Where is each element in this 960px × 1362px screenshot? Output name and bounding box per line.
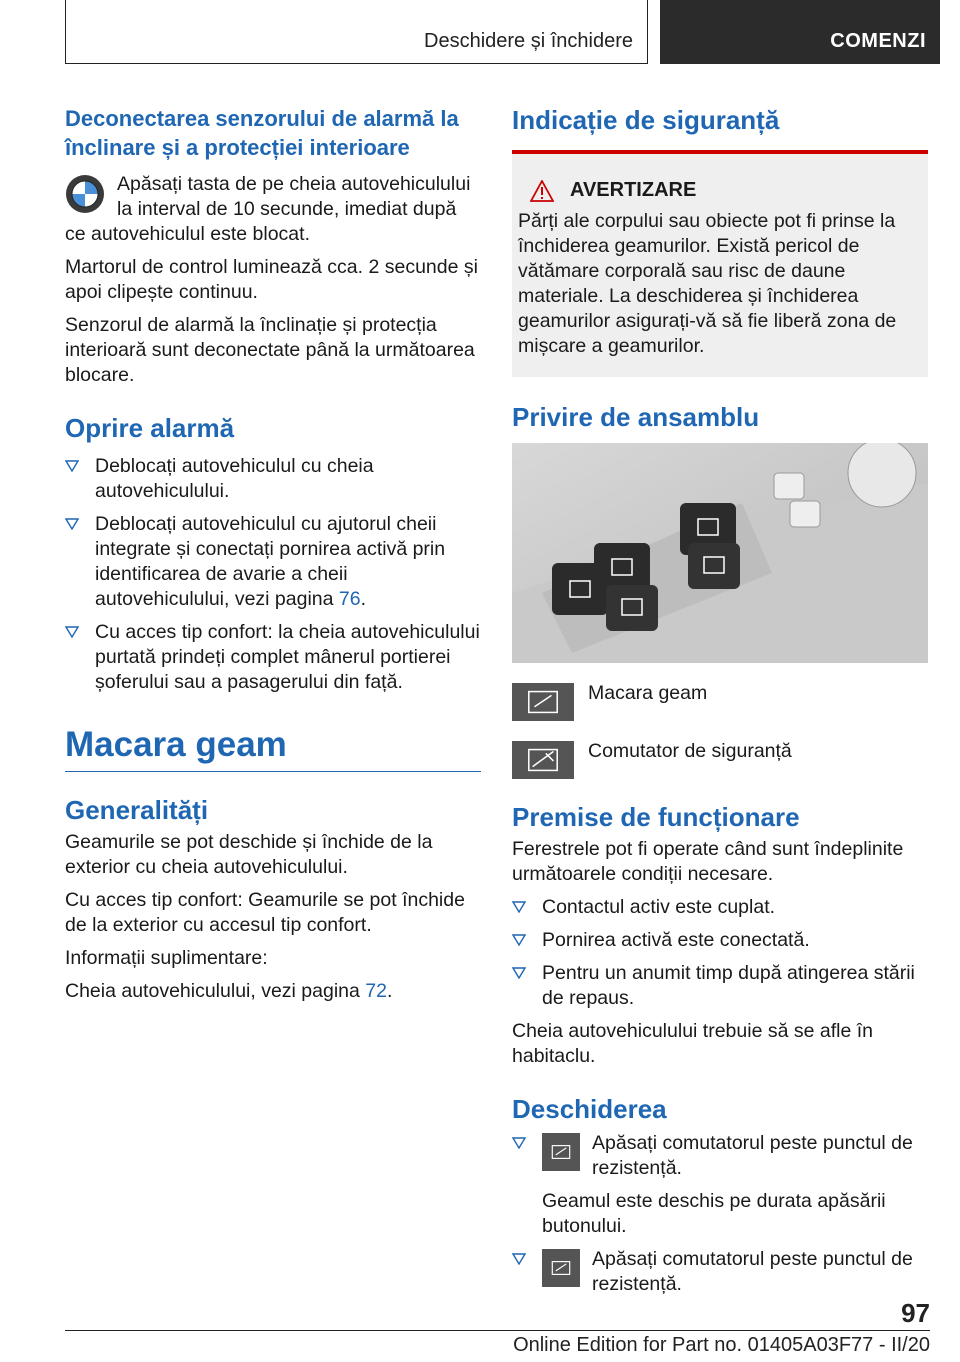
opening-note: Geamul este deschis pe durata apăsării butonului. [542,1190,886,1237]
list-item: Deblocați autovehiculul cu cheia autovehiculului. [65,454,481,504]
bullet-triangle-icon [65,626,79,638]
page-link-72[interactable]: 72 [365,980,387,1002]
heading-stop-alarm: Oprire alarmă [65,413,235,443]
paragraph-general-3: Informații suplimentare: [65,947,268,969]
header-chapter-tab [660,0,940,64]
bmw-key-icon [65,174,105,214]
window-switch-photo [512,443,928,663]
prerequisites-list [512,895,928,1011]
paragraph-disable-3: Senzorul de alarmă la înclinație și protecția interioară sunt deconectate până la următoarea blocare. [65,314,475,386]
paragraph-prereq-intro: Ferestrele pot fi operate când sunt îndeplinite următoarele condiții necesare. [512,838,904,885]
header-section-tab [65,0,648,64]
bullet-triangle-icon [512,1253,526,1265]
window-lift-icon [542,1133,580,1171]
heading-overview: Privire de ansamblu [512,402,760,432]
window-lift-icon [512,683,574,721]
warning-title: AVERTIZARE [518,178,922,203]
heading-disable-sensor: Deconectarea senzorului de alarmă la înclinare și a protecției interioare [65,106,459,160]
stop-alarm-list [65,454,481,695]
header-section-title: Deschidere și închidere [424,30,633,52]
list-item: Pornirea activă este conectată. [512,928,928,953]
bullet-triangle-icon [512,934,526,946]
heading-prerequisites: Premise de funcționare [512,802,800,832]
paragraph-general-4: Cheia autovehiculului, vezi pagina 72. [65,980,393,1002]
window-lift-icon [542,1249,580,1287]
list-item: Apăsați comutatorul peste punctul de rezistență. [512,1247,928,1297]
paragraph-general-1: Geamurile se pot deschide și închide de la exterior cu cheia autovehiculului. [65,831,433,878]
bullet-triangle-icon [512,1137,526,1149]
heading-window-lift: Macara geam [65,723,481,772]
list-item: Contactul activ este cuplat. [512,895,928,920]
opening-list [512,1131,928,1297]
footer-edition: Online Edition for Part no. 01405A03F77 - II/20 [513,1334,930,1356]
heading-safety: Indicație de siguranță [512,105,780,135]
paragraph-disable-1: Apăsați tasta de pe cheia autovehiculului la interval de 10 secunde, imediat după ce autovehiculul este blocat. [65,173,471,245]
page-link-76[interactable]: 76 [338,588,361,610]
legend-window-lift: Macara geam [512,681,928,706]
page-number: 97 [901,1298,930,1328]
list-item: Deblocați autovehiculul cu ajutorul cheii integrate și conectați pornirea activă prin identificarea de avarie a cheii autovehiculului, vezi pagina 76. [65,512,481,612]
left-column [65,104,481,1012]
header-chapter-title: COMENZI [830,30,926,52]
right-column [512,104,928,1305]
heading-general: Generalități [65,795,209,825]
warning-text: Părți ale corpului sau obiecte pot fi prinse la închiderea geamurilor. Există pericol de vătămare corporală sau risc de daune materiale. La deschiderea și închiderea geamurilor asigurați-vă să fie liberă zona de mișcare a geamurilor. [518,210,897,357]
footer-divider [65,1330,930,1331]
bullet-triangle-icon [512,901,526,913]
heading-opening: Deschiderea [512,1094,667,1124]
legend-safety-switch: Comutator de siguranță [512,739,928,764]
warning-box [512,150,928,377]
paragraph-prereq-note: Cheia autovehiculului trebuie să se afle în habitaclu. [512,1020,873,1067]
list-item: Cu acces tip confort: la cheia autovehiculului purtată prindeți complet mânerul portierei șoferului sau a pasagerului din față. [65,620,481,695]
list-item: Pentru un anumit timp după atingerea stării de repaus. [512,961,928,1011]
bullet-triangle-icon [65,460,79,472]
list-item: Apăsați comutatorul peste punctul de rezistență. Geamul este deschis pe durata apăsării butonului. [512,1131,928,1239]
paragraph-disable-2: Martorul de control luminează cca. 2 secunde și apoi clipește continuu. [65,256,478,303]
bullet-triangle-icon [65,518,79,530]
bullet-triangle-icon [512,967,526,979]
paragraph-general-2: Cu acces tip confort: Geamurile se pot închide de la exterior cu accesul tip confort. [65,889,465,936]
warning-triangle-icon [530,180,554,202]
safety-switch-icon [512,741,574,779]
